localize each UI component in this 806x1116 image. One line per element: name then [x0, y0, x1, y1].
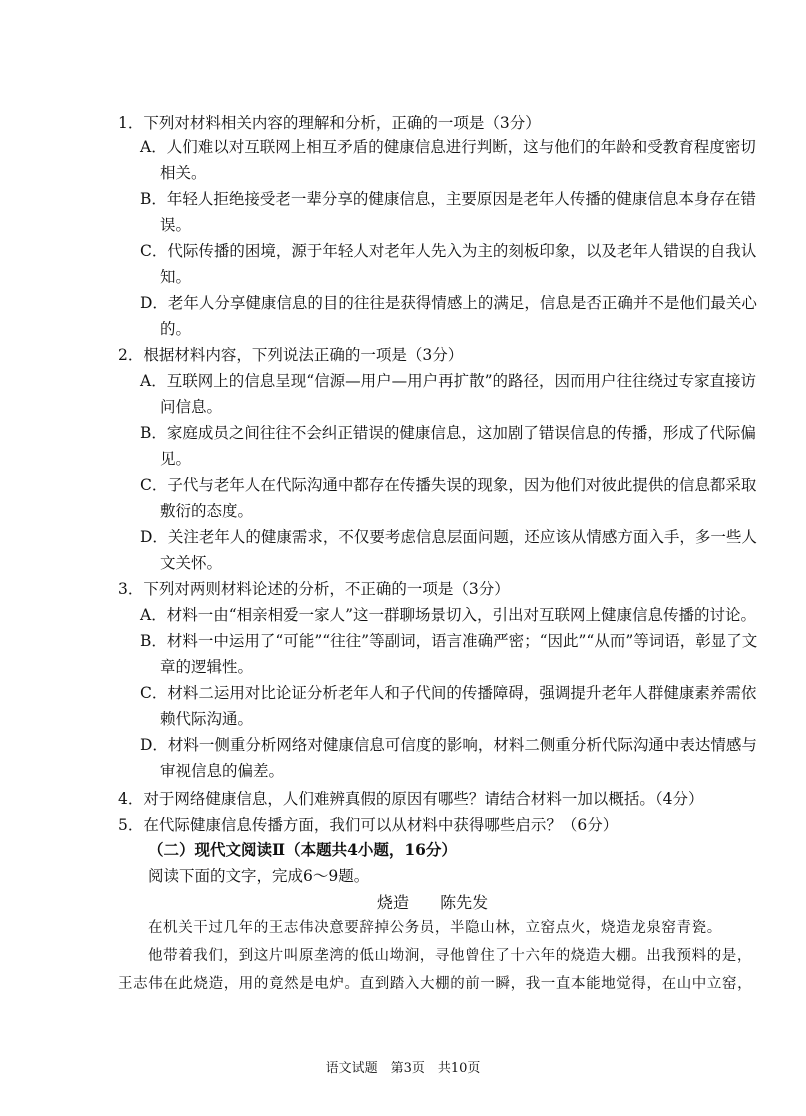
option-text: A．人们难以对互联网上相互矛盾的健康信息进行判断，这与他们的年龄和受教育程度密切 — [140, 138, 756, 156]
option-text-cont: 相关。 — [160, 164, 207, 182]
option-text-cont: 知。 — [160, 268, 192, 286]
option-text-cont: 文关怀。 — [160, 554, 223, 572]
option-text: C．材料二运用对比论证分析老年人和子代间的传播障碍，强调提升老年人群健康素养需依 — [140, 684, 757, 702]
option-text: D．关注老年人的健康需求，不仅要考虑信息层面问题，还应该从情感方面入手，多一些人 — [140, 528, 757, 546]
question-1-option-c — [140, 238, 760, 290]
question-2-option-c — [140, 472, 760, 524]
question-3-option-d — [140, 732, 760, 784]
option-text: B．材料一中运用了“可能”“往往”等副词，语言准确严密；“因此”“从而”等词语，彰显了文 — [140, 632, 758, 650]
story-paragraph-2-line-1: 他带着我们，到这片叫原垄湾的低山坳涧，寻他曾住了十六年的烧造大棚。出我预料的是， — [148, 948, 752, 964]
section-heading: （二）现代文阅读Ⅱ（本题共4小题，16分） — [148, 840, 457, 859]
question-1-option-d — [140, 290, 760, 342]
question-1-option-b — [140, 186, 760, 238]
instruction: 阅读下面的文字，完成6～9题。 — [148, 867, 370, 885]
question-3-stem: 3．下列对两则材料论述的分析，不正确的一项是（3分） — [118, 580, 510, 598]
question-3-option-b — [140, 628, 760, 680]
option-text: A．互联网上的信息呈现“信源—用户—用户再扩散”的路径，因而用户往往绕过专家直接访 — [140, 372, 757, 390]
story-paragraph-2-line-2: 王志伟在此烧造，用的竟然是电炉。直到踏入大棚的前一瞬，我一直本能地觉得，在山中立窑， — [118, 976, 753, 992]
option-text-cont: 章的逻辑性。 — [160, 658, 254, 676]
story-author: 陈先发 — [440, 893, 489, 912]
option-text-cont: 的。 — [160, 320, 192, 338]
question-3-option-a — [140, 602, 760, 628]
option-text-cont: 赖代际沟通。 — [160, 710, 254, 728]
option-text-cont: 问信息。 — [160, 398, 223, 416]
story-title: 烧造 — [377, 893, 410, 912]
question-2-stem: 2．根据材料内容，下列说法正确的一项是（3分） — [118, 346, 464, 364]
story-paragraph-1: 在机关干过几年的王志伟决意要辞掉公务员，半隐山林，立窑点火，烧造龙泉窑青瓷。 — [148, 920, 722, 936]
option-text: A．材料一由“相亲相爱一家人”这一群聊场景切入，引出对互联网上健康信息传播的讨论。 — [140, 606, 757, 624]
question-2-option-b — [140, 420, 760, 472]
option-text: D．老年人分享健康信息的目的往往是获得情感上的满足，信息是否正确并不是他们最关心 — [140, 294, 757, 312]
option-text-cont: 敷衍的态度。 — [160, 502, 254, 520]
question-4: 4．对于网络健康信息，人们难辨真假的原因有哪些？请结合材料一加以概括。（4分） — [118, 790, 704, 808]
option-text-cont: 误。 — [160, 216, 192, 234]
question-1-option-a — [140, 134, 760, 186]
page-footer: 语文试题 第3页 共10页 — [325, 1061, 481, 1076]
question-1-stem: 1．下列对材料相关内容的理解和分析，正确的一项是（3分） — [118, 114, 541, 132]
option-text: C．代际传播的困境，源于年轻人对老年人先入为主的刻板印象，以及老年人错误的自我认 — [140, 242, 757, 260]
question-3-option-c — [140, 680, 760, 732]
option-text: B．年轻人拒绝接受老一辈分享的健康信息，主要原因是老年人传播的健康信息本身存在错 — [140, 190, 756, 208]
question-5: 5．在代际健康信息传播方面，我们可以从材料中获得哪些启示？（6分） — [118, 816, 619, 834]
story-title-row — [377, 890, 488, 913]
option-text: D．材料一侧重分析网络对健康信息可信度的影响，材料二侧重分析代际沟通中表达情感与 — [140, 736, 757, 754]
option-text: B．家庭成员之间往往不会纠正错误的健康信息，这加剧了错误信息的传播，形成了代际偏 — [140, 424, 756, 442]
option-text: C．子代与老年人在代际沟通中都存在传播失误的现象，因为他们对彼此提供的信息都采取 — [140, 476, 757, 494]
option-text-cont: 审视信息的偏差。 — [160, 762, 285, 780]
option-text-cont: 见。 — [160, 450, 192, 468]
question-2-option-a — [140, 368, 760, 420]
question-2-option-d — [140, 524, 760, 576]
